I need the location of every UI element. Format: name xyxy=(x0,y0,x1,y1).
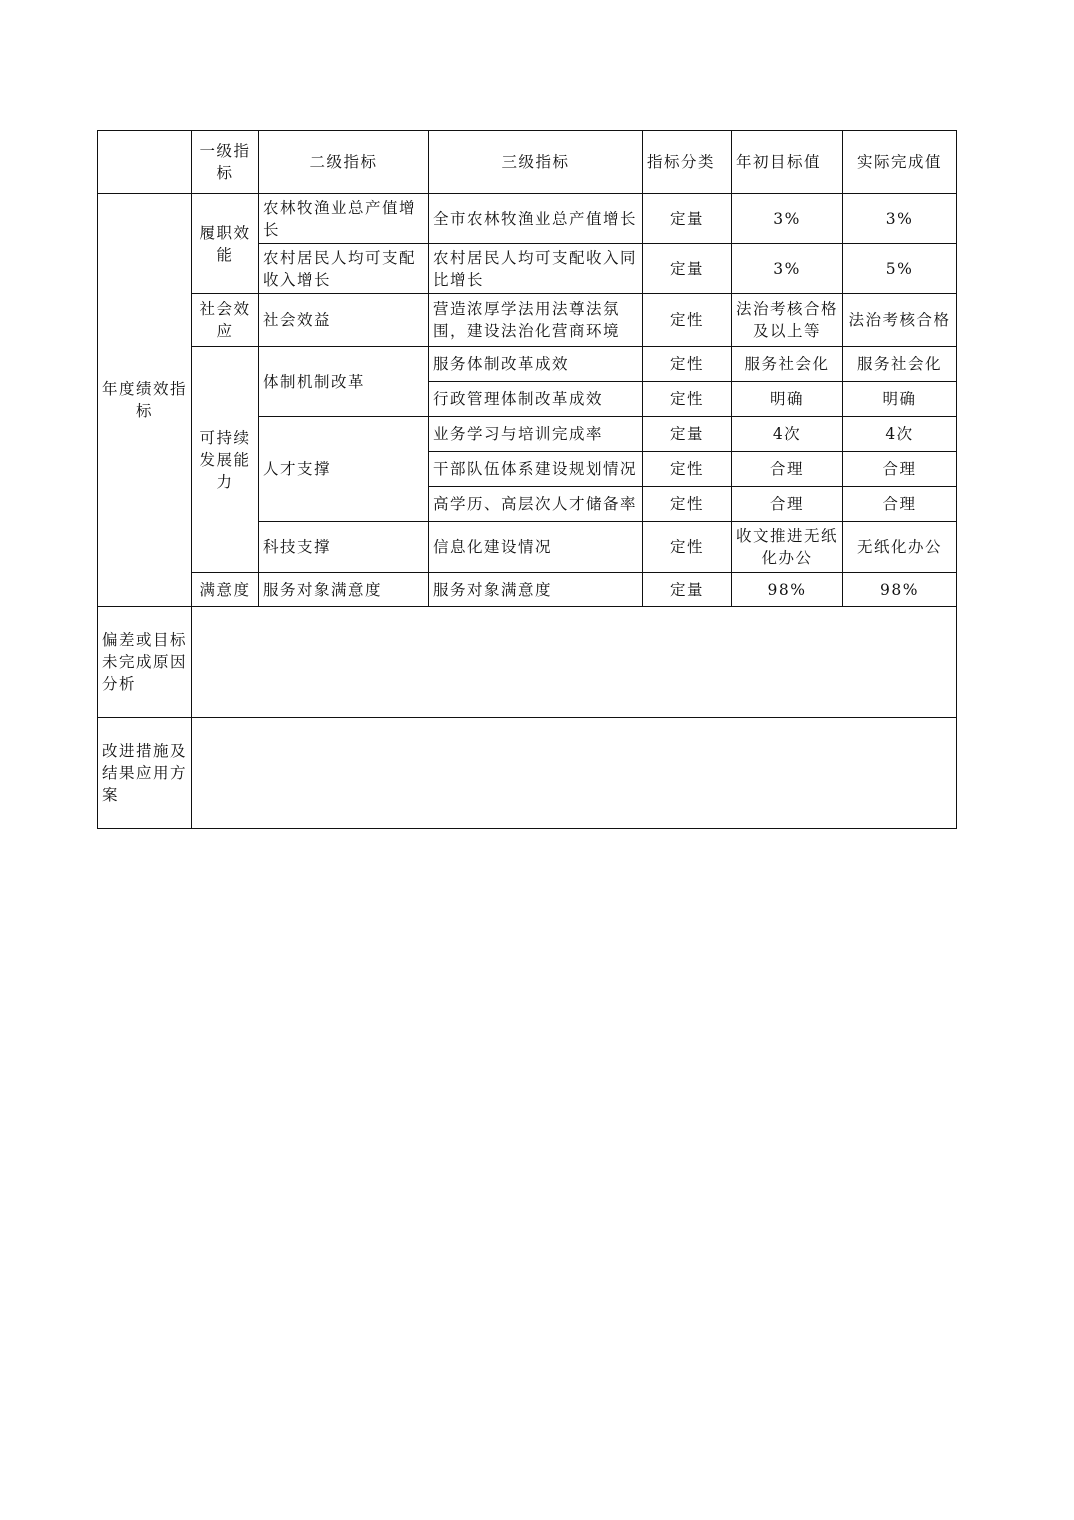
level3-cell: 服务体制改革成效 xyxy=(429,347,643,382)
level1-satisfaction: 满意度 xyxy=(192,573,259,607)
category-cell: 定量 xyxy=(643,244,732,294)
table-row xyxy=(98,194,957,244)
target-cell: 3% xyxy=(732,194,843,244)
header-row xyxy=(98,131,957,194)
actual-cell: 3% xyxy=(843,194,957,244)
target-cell: 98% xyxy=(732,573,843,607)
level1-duty: 履职效能 xyxy=(192,194,259,294)
level3-cell: 服务对象满意度 xyxy=(429,573,643,607)
level3-cell xyxy=(429,194,643,244)
level2-system-reform: 体制机制改革 xyxy=(259,347,429,417)
header-actual: 实际完成值 xyxy=(843,131,957,194)
target-cell: 明确 xyxy=(732,382,843,417)
analysis-row xyxy=(98,607,957,718)
target-cell xyxy=(732,522,843,573)
table-row xyxy=(98,347,957,382)
target-cell xyxy=(732,294,843,347)
header-category: 指标分类 xyxy=(643,131,732,194)
level2-tech: 科技支撑 xyxy=(259,522,429,573)
actual-cell: 合理 xyxy=(843,452,957,487)
category-cell: 定量 xyxy=(643,194,732,244)
category-cell: 定性 xyxy=(643,522,732,573)
actual-cell: 4次 xyxy=(843,417,957,452)
header-target: 年初目标值 xyxy=(732,131,843,194)
level3-cell: 行政管理体制改革成效 xyxy=(429,382,643,417)
level2-output-text: 农林牧渔业总产值增长 xyxy=(263,198,417,239)
actual-cell xyxy=(843,294,957,347)
level2-income-text: 农村居民人均可支配收入增长 xyxy=(263,248,417,289)
target-text: 收文推进无纸化办公 xyxy=(736,527,838,567)
level3-cell: 信息化建设情况 xyxy=(429,522,643,573)
category-cell: 定性 xyxy=(643,452,732,487)
header-blank xyxy=(98,131,192,194)
target-cell: 合理 xyxy=(732,452,843,487)
level2-talent: 人才支撑 xyxy=(259,417,429,522)
target-cell: 服务社会化 xyxy=(732,347,843,382)
level3-cell xyxy=(429,487,643,522)
category-cell: 定性 xyxy=(643,347,732,382)
category-cell: 定性 xyxy=(643,294,732,347)
actual-cell: 服务社会化 xyxy=(843,347,957,382)
header-level3: 三级指标 xyxy=(429,131,643,194)
improvement-content xyxy=(192,718,957,829)
target-cell: 3% xyxy=(732,244,843,294)
actual-text: 法治考核合格 xyxy=(848,311,951,329)
target-cell: 4次 xyxy=(732,417,843,452)
target-text: 法治考核合格及以上等 xyxy=(736,300,838,340)
actual-cell: 明确 xyxy=(843,382,957,417)
analysis-label: 偏差或目标未完成原因分析 xyxy=(98,607,192,718)
level2-income xyxy=(259,244,429,294)
level3-cell xyxy=(429,244,643,294)
target-cell: 合理 xyxy=(732,487,843,522)
header-level2: 二级指标 xyxy=(259,131,429,194)
analysis-content xyxy=(192,607,957,718)
category-cell: 定量 xyxy=(643,417,732,452)
level3-cell: 业务学习与培训完成率 xyxy=(429,417,643,452)
level2-output xyxy=(259,194,429,244)
level3-cell xyxy=(429,452,643,487)
level3-cell xyxy=(429,294,643,347)
level1-social: 社会效应 xyxy=(192,294,259,347)
improvement-label: 改进措施及结果应用方案 xyxy=(98,718,192,829)
level2-social-benefit: 社会效益 xyxy=(259,294,429,347)
level3-text: 农村居民人均可支配收入同比增长 xyxy=(433,248,638,289)
header-level1: 一级指标 xyxy=(192,131,259,194)
group-annual-performance: 年度绩效指标 xyxy=(98,194,192,607)
actual-cell: 合理 xyxy=(843,487,957,522)
actual-cell: 无纸化办公 xyxy=(843,522,957,573)
level2-service-satisfaction: 服务对象满意度 xyxy=(259,573,429,607)
level3-text: 全市农林牧渔业总产值增长 xyxy=(433,209,638,228)
improvement-row xyxy=(98,718,957,829)
actual-cell: 5% xyxy=(843,244,957,294)
table-row xyxy=(98,294,957,347)
category-cell: 定性 xyxy=(643,382,732,417)
level3-text: 营造浓厚学法用法尊法氛围，建设法治化营商环境 xyxy=(433,300,621,340)
level1-sustain: 可持续发展能力 xyxy=(192,347,259,573)
actual-cell: 98% xyxy=(843,573,957,607)
level3-text: 高学历、高层次人才储备率 xyxy=(433,495,638,513)
performance-indicator-table xyxy=(97,130,957,829)
category-cell: 定性 xyxy=(643,487,732,522)
table-row xyxy=(98,573,957,607)
level3-text: 干部队伍体系建设规划情况 xyxy=(433,460,638,478)
category-cell: 定量 xyxy=(643,573,732,607)
